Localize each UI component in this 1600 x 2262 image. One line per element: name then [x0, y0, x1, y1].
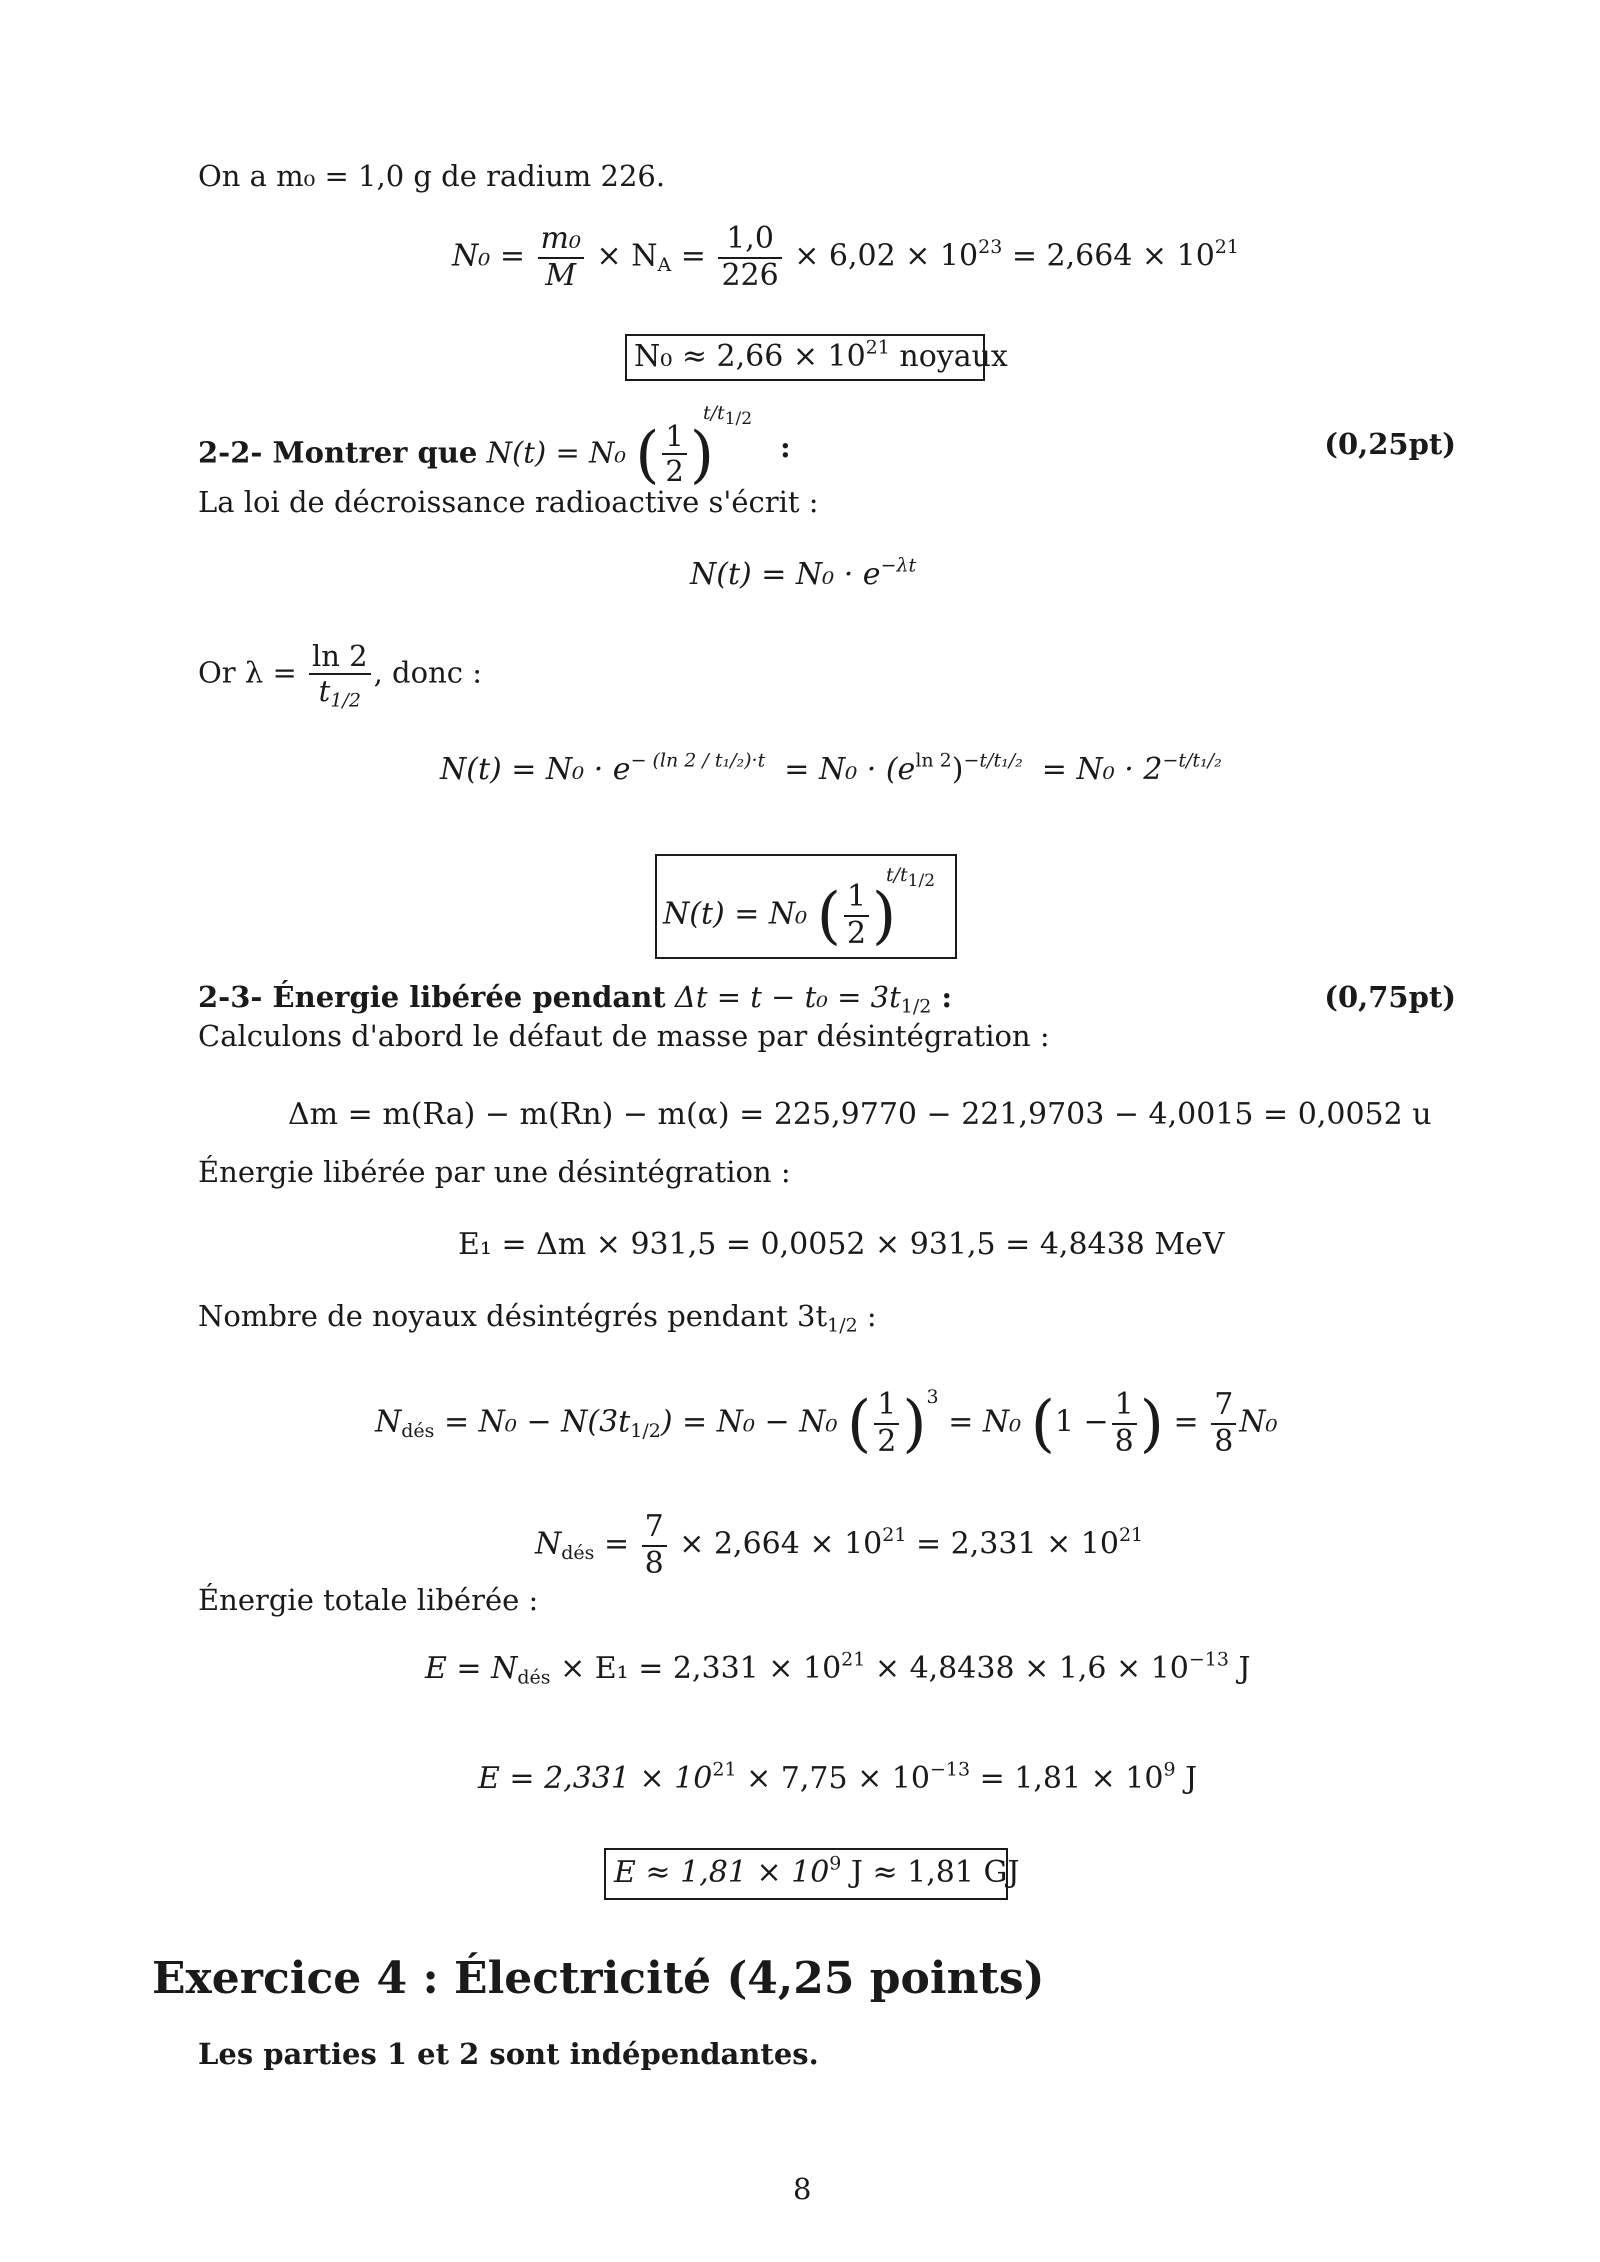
- exercise-4-note: Les parties 1 et 2 sont indépendantes.: [198, 2037, 819, 2071]
- boxed-result-energy-text: $E \approx 1,81 \times 10^9$ J ≈ 1,81 GJ: [614, 1852, 1020, 1890]
- section-2-2-heading: 2-2- Montrer que N(t) = N₀ ( $\frac{1}{2}$ ): [198, 417, 715, 491]
- fraction-m0-over-m: $\frac{\text{m₀}}{M}$: [538, 222, 584, 293]
- equation-total-energy-1: $E = N_{dés} \times E_1 = 2,331 \times 10^{21} \times 4,8438 \times 1,6 \times 10^{-13}$ J: [425, 1648, 1251, 1689]
- equation-decay-law: $N(t) = N_0 \cdot e^{-\lambda t}$: [690, 554, 917, 592]
- decayed-nuclei-text: Nombre de noyaux désintégrés pendant $3t_{1/2}$ :: [198, 1299, 877, 1337]
- section-2-2-colon: :: [780, 430, 791, 464]
- equation-total-energy-2: $E = 2,331 \times 10^{21} \times 7,75 \times 10^{-13} = 1,81 \times 10^9$ J: [478, 1758, 1198, 1796]
- energy-per-decay-text: Énergie libérée par une désintégration :: [198, 1155, 791, 1189]
- intro-line: On a m₀ = 1,0 g de radium 226.: [198, 159, 666, 193]
- boxed-result-n0-text: $N_0 \approx 2,66 \times 10^{21}$ noyaux: [634, 336, 1008, 374]
- lambda-definition: Or λ = $\frac{\ln 2}{t_{1/2}}$ , donc :: [198, 639, 482, 713]
- equation-n0: N₀ = $\frac{\text{m₀}}{M}$ × $N_A$ = $\frac{1,0}{226}$ × $6,02 \times 10^{23} = 2,664 \times 10^{21}$: [452, 221, 1239, 293]
- exercise-4-title: Exercice 4 : Électricité (4,25 points): [152, 1953, 1045, 2004]
- decay-law-text: La loi de décroissance radioactive s'écrit :: [198, 485, 819, 519]
- boxed-result-nt-exponent: $t/t_{1/2}$: [886, 864, 936, 892]
- equation-mass-defect: Δm = m(Ra) − m(Rn) − m(α) = 225,9770 − 221,9703 − 4,0015 = 0,0052 u: [288, 1097, 1432, 1132]
- total-energy-text: Énergie totale libérée :: [198, 1583, 539, 1617]
- mass-defect-text: Calculons d'abord le défaut de masse par désintégration :: [198, 1019, 1050, 1053]
- section-2-3-heading: 2-3- Énergie libérée pendant $\Delta t = t - t_0 = 3t_{1/2}$ :: [198, 980, 953, 1018]
- equation-ndes-chain: $N_{dés} = N_0 - N(3t_{1/2}) = N_0 - N_0$ ( $\frac{1}{2}$ )$^3$ = N₀ (1 − $\frac{1}{8}$ ) = $\frac{7}{8}$ N₀: [375, 1386, 1278, 1460]
- fraction-1-over-226: $\frac{1,0}{226}$: [718, 222, 781, 293]
- section-2-2-points: (0,25pt): [1324, 427, 1456, 461]
- section-2-3-points: (0,75pt): [1324, 980, 1456, 1014]
- page-number: 8: [793, 2172, 812, 2206]
- section-2-2-exponent: $t/t_{1/2}$: [703, 402, 753, 430]
- equation-e1: E₁ = Δm × 931,5 = 0,0052 × 931,5 = 4,8438 MeV: [458, 1227, 1225, 1262]
- boxed-result-nt-text: N(t) = N₀ ( $\frac{1}{2}$ ): [663, 878, 897, 952]
- equation-chain: $N(t) = N_0 \cdot e^{- (ln 2 / t_1/_2)\cdot t} = N_0 \cdot (e^{ln 2})^{-t/t_1/_2} = N_0 \cdot 2^{-t/t_1/_2}$: [440, 749, 1222, 787]
- equation-ndes-value: $N_{dés}$ = $\frac{7}{8}$ × $2,664 \times 10^{21} = 2,331 \times 10^{21}$: [535, 1509, 1144, 1581]
